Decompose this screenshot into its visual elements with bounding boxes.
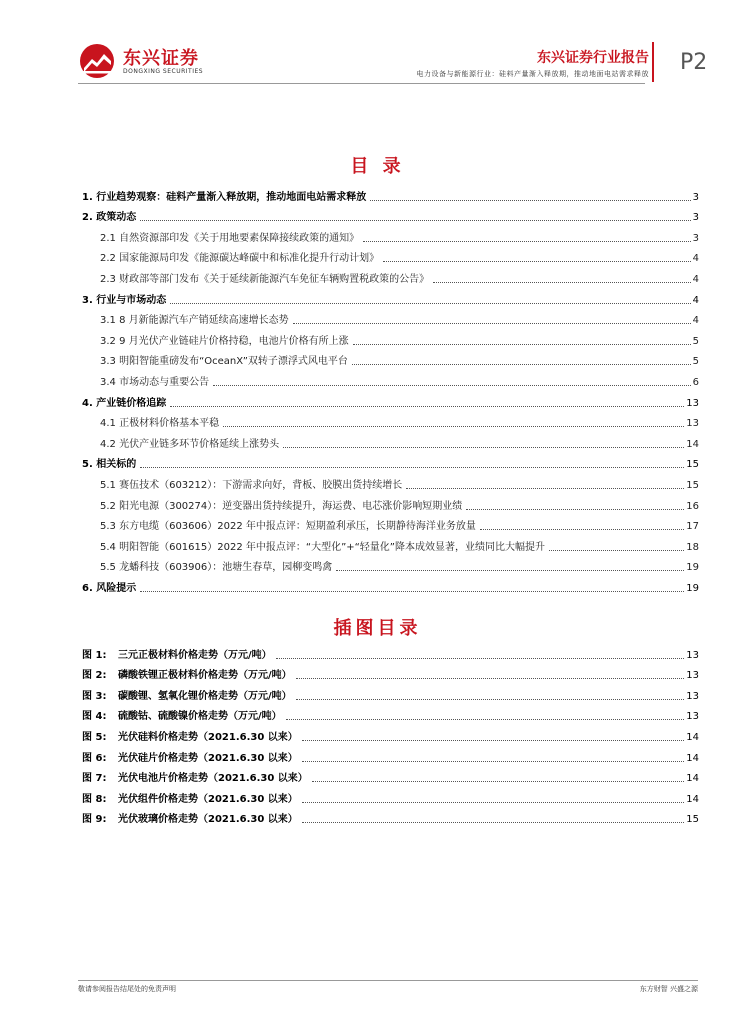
toc-entry[interactable] <box>82 574 699 595</box>
figure-number: 图 4: <box>82 711 107 723</box>
figure-leader-dots <box>296 678 685 679</box>
logo-text-en: DONGXING SECURITIES <box>123 68 204 75</box>
page-header <box>0 0 755 100</box>
figure-entry[interactable] <box>82 703 699 724</box>
figure-number: 图 9: <box>82 814 107 826</box>
figure-number: 图 5: <box>82 731 107 743</box>
toc-leader-dots <box>336 570 684 571</box>
toc-leader-dots <box>140 591 684 592</box>
figure-leader-dots <box>302 802 684 803</box>
toc-leader-dots <box>363 241 691 242</box>
toc-leader-dots <box>383 261 691 262</box>
logo-text-cn: 东兴证券 <box>123 48 199 69</box>
figure-entry-text <box>82 772 310 785</box>
toc-entry-page: 3 <box>692 191 699 203</box>
toc-entry-page: 3 <box>692 212 699 224</box>
toc-entry-label: 3.1 8 月新能源汽车产销延续高速增长态势 <box>100 315 289 327</box>
toc-leader-dots <box>433 282 691 283</box>
figure-entry[interactable] <box>82 744 699 765</box>
toc-entry-label: 4.1 正极材料价格基本平稳 <box>100 418 220 430</box>
toc-entry[interactable] <box>82 492 699 513</box>
figure-leader-dots <box>296 699 685 700</box>
toc-entry[interactable] <box>82 245 699 266</box>
toc-entry-label: 4.2 光伏产业链多环节价格延续上涨势头 <box>100 438 280 450</box>
figure-title: 碳酸锂、氢氧化锂价格走势（万元/吨） <box>118 690 292 702</box>
toc-entry[interactable] <box>82 307 699 328</box>
table-of-contents <box>82 183 699 595</box>
toc-entry[interactable] <box>82 554 699 575</box>
figure-page: 14 <box>686 752 699 764</box>
toc-entry-label: 3. 行业与市场动态 <box>82 294 167 306</box>
figure-number: 图 6: <box>82 752 107 764</box>
toc-entry-page: 14 <box>686 438 699 450</box>
figure-number: 图 1: <box>82 649 107 661</box>
toc-entry-page: 5 <box>692 356 699 368</box>
toc-heading: 目 录 <box>350 156 405 177</box>
toc-entry[interactable] <box>82 327 699 348</box>
toc-entry-label: 6. 风险提示 <box>82 582 137 594</box>
figure-page: 14 <box>686 731 699 743</box>
figure-entry[interactable] <box>82 682 699 703</box>
figure-entry-text <box>82 669 294 682</box>
figure-page: 13 <box>686 711 699 723</box>
toc-entry-page: 19 <box>686 582 699 594</box>
toc-entry[interactable] <box>82 389 699 410</box>
figure-entry[interactable] <box>82 641 699 662</box>
figure-entry-text <box>82 649 274 662</box>
footer-slogan: 东方财智 兴盛之源 <box>639 985 698 993</box>
toc-entry-page: 16 <box>686 500 699 512</box>
toc-entry-label: 5.4 明阳智能（601615）2022 年中报点评：“大型化”+“轻量化”降本成效显著，业绩同比大幅提升 <box>100 541 545 553</box>
toc-entry-label: 4. 产业链价格追踪 <box>82 397 167 409</box>
toc-entry[interactable] <box>82 348 699 369</box>
toc-entry-label: 2.2 国家能源局印发《能源碳达峰碳中和标准化提升行动计划》 <box>100 253 380 265</box>
toc-entry-page: 15 <box>686 459 699 471</box>
toc-entry-label: 3.2 9 月光伏产业链硅片价格持稳，电池片价格有所上涨 <box>100 335 349 347</box>
toc-entry[interactable] <box>82 183 699 204</box>
toc-leader-dots <box>406 488 684 489</box>
toc-entry[interactable] <box>82 430 699 451</box>
toc-leader-dots <box>140 467 684 468</box>
toc-entry[interactable] <box>82 286 699 307</box>
figure-title: 光伏硅料价格走势（2021.6.30 以来） <box>118 731 298 743</box>
figure-entry-text <box>82 813 300 826</box>
figure-leader-dots <box>276 658 685 659</box>
toc-entry-page: 19 <box>686 562 699 574</box>
toc-leader-dots <box>466 509 684 510</box>
figure-entry[interactable] <box>82 785 699 806</box>
figure-title: 光伏组件价格走势（2021.6.30 以来） <box>118 793 298 805</box>
figure-page: 13 <box>686 649 699 661</box>
toc-entry-page: 13 <box>686 418 699 430</box>
figure-leader-dots <box>286 719 685 720</box>
toc-leader-dots <box>213 385 691 386</box>
figure-page: 15 <box>686 814 699 826</box>
toc-entry-label: 5.2 阳光电源（300274）：逆变器出货持续提升，海运费、电芯涨价影响短期业绩 <box>100 500 463 512</box>
page-number: P2 <box>680 50 708 75</box>
figure-entry-text <box>82 690 294 703</box>
toc-leader-dots <box>170 406 684 407</box>
figure-page: 13 <box>686 690 699 702</box>
toc-entry-label: 3.4 市场动态与重要公告 <box>100 376 210 388</box>
figure-leader-dots <box>302 740 684 741</box>
toc-entry-page: 5 <box>692 335 699 347</box>
figure-page: 14 <box>686 793 699 805</box>
toc-entry-label: 5.1 赛伍技术（603212）：下游需求向好，背板、胶膜出货持续增长 <box>100 479 403 491</box>
toc-entry-label: 5.3 东方电缆（603606）2022 年中报点评：短期盈利承压，长期静待海洋业务放量 <box>100 521 476 533</box>
figure-entry-text <box>82 752 300 765</box>
toc-entry[interactable] <box>82 513 699 534</box>
figure-list <box>82 641 699 826</box>
toc-entry-page: 18 <box>686 541 699 553</box>
toc-entry-page: 4 <box>692 315 699 327</box>
toc-entry-page: 13 <box>686 397 699 409</box>
toc-leader-dots <box>549 550 684 551</box>
toc-entry-label: 5. 相关标的 <box>82 459 137 471</box>
footer-disclaimer: 敬请参阅报告结尾处的免责声明 <box>78 985 176 993</box>
toc-entry-page: 3 <box>692 232 699 244</box>
figure-number: 图 7: <box>82 773 107 785</box>
report-subtitle: 电力设备与新能源行业：硅料产量渐入释放期，推动地面电站需求释放 <box>416 70 649 78</box>
toc-entry[interactable] <box>82 410 699 431</box>
figure-entry[interactable] <box>82 662 699 683</box>
footer-rule <box>78 980 698 981</box>
toc-leader-dots <box>353 344 691 345</box>
toc-leader-dots <box>140 220 690 221</box>
toc-entry-label: 2.1 自然资源部印发《关于用地要素保障接续政策的通知》 <box>100 232 360 244</box>
figure-number: 图 8: <box>82 793 107 805</box>
toc-entry[interactable] <box>82 533 699 554</box>
figure-title: 硫酸钴、硫酸镍价格走势（万元/吨） <box>118 711 282 723</box>
figure-title: 磷酸铁锂正极材料价格走势（万元/吨） <box>118 670 292 682</box>
toc-entry[interactable] <box>82 368 699 389</box>
toc-entry-label: 5.5 龙蟠科技（603906）：池塘生春草，园柳变鸣禽 <box>100 562 333 574</box>
toc-leader-dots <box>480 529 684 530</box>
toc-entry[interactable] <box>82 451 699 472</box>
figure-title: 光伏硅片价格走势（2021.6.30 以来） <box>118 752 298 764</box>
figure-list-heading: 插图目录 <box>333 618 422 639</box>
report-title: 东兴证券行业报告 <box>537 50 649 66</box>
figure-entry[interactable] <box>82 806 699 827</box>
toc-leader-dots <box>370 200 690 201</box>
header-divider <box>652 42 654 82</box>
toc-entry-page: 4 <box>692 294 699 306</box>
figure-page: 13 <box>686 670 699 682</box>
toc-entry-page: 15 <box>686 479 699 491</box>
toc-entry-page: 4 <box>692 273 699 285</box>
figure-number: 图 3: <box>82 690 107 702</box>
toc-leader-dots <box>170 303 690 304</box>
figure-leader-dots <box>302 761 684 762</box>
toc-leader-dots <box>223 426 684 427</box>
figure-entry-text <box>82 710 284 723</box>
toc-entry-page: 6 <box>692 376 699 388</box>
toc-entry[interactable] <box>82 224 699 245</box>
toc-entry-label: 2.3 财政部等部门发布《关于延续新能源汽车免征车辆购置税政策的公告》 <box>100 273 430 285</box>
toc-entry-page: 4 <box>692 253 699 265</box>
figure-title: 三元正极材料价格走势（万元/吨） <box>118 649 272 661</box>
toc-entry[interactable] <box>82 265 699 286</box>
figure-leader-dots <box>312 781 684 782</box>
figure-number: 图 2: <box>82 670 107 682</box>
toc-entry-label: 2. 政策动态 <box>82 212 137 224</box>
figure-entry-text <box>82 731 300 744</box>
header-rule <box>78 83 645 84</box>
figure-title: 光伏玻璃价格走势（2021.6.30 以来） <box>118 814 298 826</box>
figure-title: 光伏电池片价格走势（2021.6.30 以来） <box>118 773 308 785</box>
toc-entry[interactable] <box>82 204 699 225</box>
figure-leader-dots <box>302 822 684 823</box>
toc-entry-label: 3.3 明阳智能重磅发布“OceanX”双转子漂浮式风电平台 <box>100 356 348 368</box>
toc-entry[interactable] <box>82 471 699 492</box>
toc-leader-dots <box>293 323 691 324</box>
figure-entry[interactable] <box>82 723 699 744</box>
toc-entry-page: 17 <box>686 521 699 533</box>
company-logo <box>78 42 238 82</box>
toc-leader-dots <box>283 447 684 448</box>
toc-leader-dots <box>352 364 691 365</box>
toc-entry-label: 1. 行业趋势观察：硅料产量渐入释放期，推动地面电站需求释放 <box>82 191 367 203</box>
figure-entry-text <box>82 793 300 806</box>
figure-page: 14 <box>686 773 699 785</box>
logo-emblem-icon <box>78 42 118 80</box>
figure-entry[interactable] <box>82 765 699 786</box>
